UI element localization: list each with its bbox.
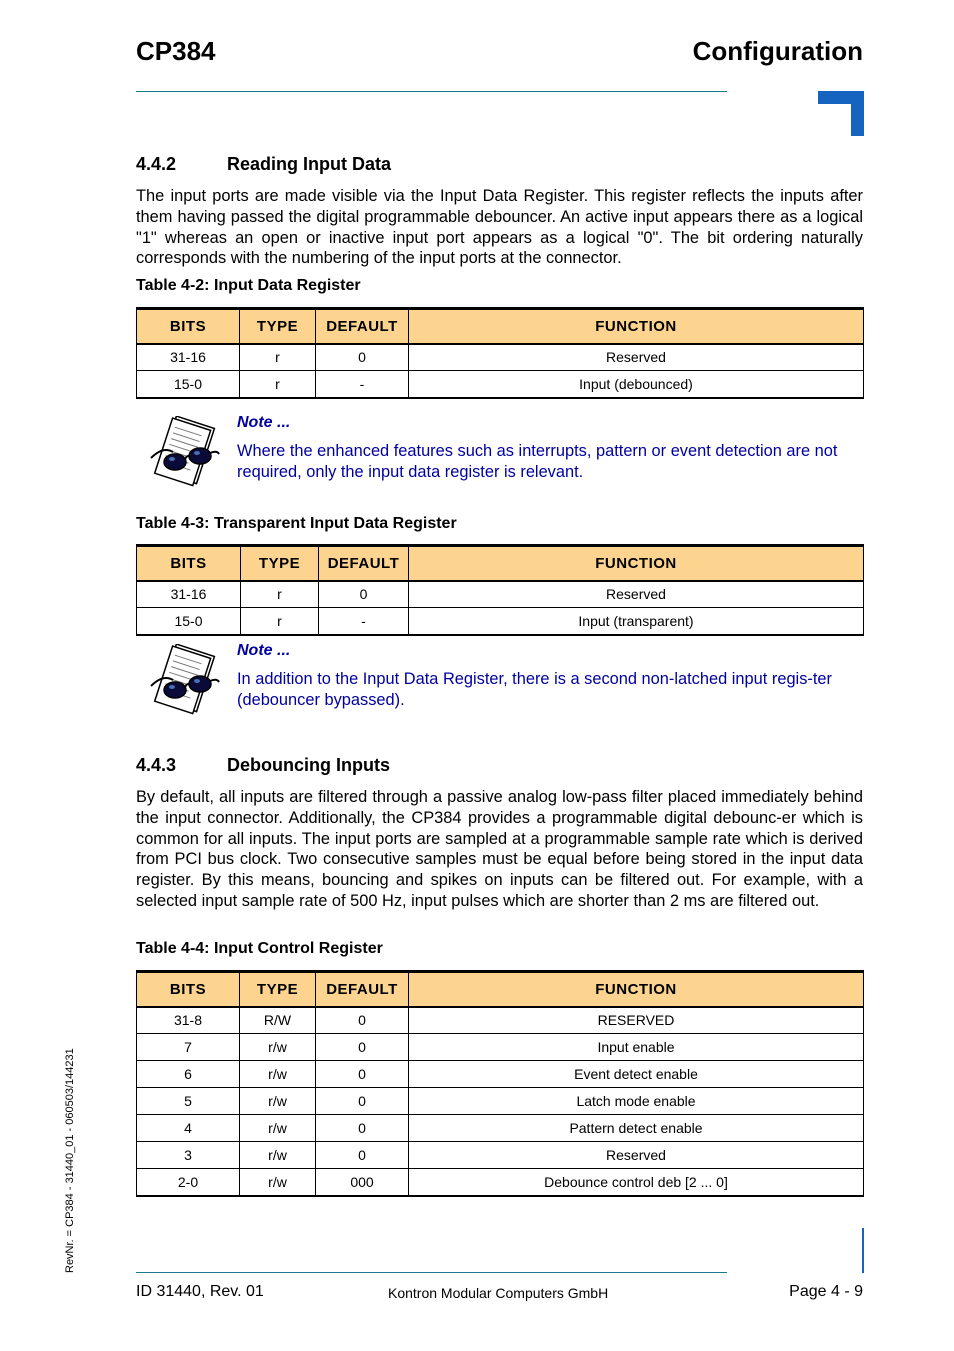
table-cell: Input enable <box>409 1034 864 1061</box>
table-cell: Reserved <box>409 344 864 371</box>
table-row <box>137 1115 864 1142</box>
table-cell: r <box>241 581 319 608</box>
section-number: 4.4.3 <box>136 755 177 775</box>
table-cell: - <box>316 371 409 398</box>
table-cell: 15-0 <box>137 608 241 635</box>
column-header: TYPE <box>240 972 316 1007</box>
table-cell: Pattern detect enable <box>409 1115 864 1142</box>
table-cell: r <box>240 371 316 398</box>
column-header: BITS <box>137 546 241 581</box>
table-caption: Table 4-3: Transparent Input Data Register <box>136 515 457 532</box>
column-header: FUNCTION <box>409 972 864 1007</box>
note-reading-glasses-icon <box>143 416 223 492</box>
table-cell: 31-8 <box>137 1007 240 1034</box>
table-caption: Table 4-4: Input Control Register <box>136 940 383 957</box>
corner-mark-top <box>818 91 864 136</box>
table-cell: r/w <box>240 1115 316 1142</box>
company-name: Kontron Modular Computers GmbH <box>388 1285 609 1301</box>
column-header: DEFAULT <box>319 546 409 581</box>
section-number: 4.4.2 <box>136 154 177 174</box>
table-cell: 4 <box>137 1115 240 1142</box>
note-text: In addition to the Input Data Register, there is a second non-latched input regis-ter (debouncer bypassed). <box>237 670 832 709</box>
column-header: DEFAULT <box>316 972 409 1007</box>
section-paragraph: The input ports are made visible via the Input Data Register. This register reflects the inputs after them having passed the digital programmable debouncer. An active input appears there as a logical "1" whereas an open or inactive input port appears as a logical "0". The bit ordering naturally corresponds with the numbering of the input ports at the connector. <box>136 187 863 268</box>
section-heading-4-4-2 <box>136 154 391 175</box>
note-text: Where the enhanced features such as interrupts, pattern or event detection are not required, only the input data register is relevant. <box>237 442 838 481</box>
table-cell: 0 <box>316 1088 409 1115</box>
column-header: DEFAULT <box>316 309 409 344</box>
column-header: TYPE <box>241 546 319 581</box>
table-cell: Event detect enable <box>409 1061 864 1088</box>
product-title: CP384 <box>136 36 216 66</box>
table-cell: 3 <box>137 1142 240 1169</box>
note-title: Note ... <box>237 414 291 431</box>
table-cell: r/w <box>240 1088 316 1115</box>
table-cell: R/W <box>240 1007 316 1034</box>
table-cell: Latch mode enable <box>409 1088 864 1115</box>
column-header: BITS <box>137 309 240 344</box>
table-cell: Input (debounced) <box>409 371 864 398</box>
table-cell: r/w <box>240 1169 316 1196</box>
table-cell: - <box>319 608 409 635</box>
table-cell: 0 <box>316 344 409 371</box>
table-cell: 0 <box>316 1034 409 1061</box>
column-header: FUNCTION <box>409 546 864 581</box>
table-cell: r <box>241 608 319 635</box>
revision-number: RevNr. = CP384 - 31440_01 - 060503/144231 <box>64 1048 76 1273</box>
table-cell: Input (transparent) <box>409 608 864 635</box>
table-cell: 15-0 <box>137 371 240 398</box>
table-row <box>137 608 864 635</box>
table-cell: 7 <box>137 1034 240 1061</box>
section-paragraph: By default, all inputs are filtered through a passive analog low-pass filter placed immediately behind the input connector. Additionally, the CP384 provides a programmable digital debounc-er which is common for all inputs. The input ports are sampled at a programmable sample rate which is derived from PCI bus clock. Two consecutive samples must be equal before being stored in the input data register. By this means, bouncing and spikes on inputs can be filtered out. For example, with a selected input sample rate of 500 Hz, input pulses which are shorter than 2 ms are filtered out. <box>136 788 863 910</box>
table-cell: 31-16 <box>137 581 241 608</box>
table-cell: 5 <box>137 1088 240 1115</box>
header-rule <box>136 91 727 92</box>
table-cell: r/w <box>240 1034 316 1061</box>
note-title: Note ... <box>237 642 291 659</box>
column-header: BITS <box>137 972 240 1007</box>
table-cell: Reserved <box>409 581 864 608</box>
table-cell: 0 <box>319 581 409 608</box>
table-row <box>137 1007 864 1034</box>
section-title: Debouncing Inputs <box>227 755 390 775</box>
table-row <box>137 581 864 608</box>
page-number: Page 4 - 9 <box>789 1283 863 1300</box>
column-header: FUNCTION <box>409 309 864 344</box>
table-row <box>137 344 864 371</box>
section-heading-4-4-3 <box>136 755 390 776</box>
table-cell: 0 <box>316 1061 409 1088</box>
transparent-input-data-register-table <box>136 544 864 636</box>
table-row <box>137 1142 864 1169</box>
table-row <box>137 1034 864 1061</box>
column-header: TYPE <box>240 309 316 344</box>
section-title: Reading Input Data <box>227 154 392 174</box>
table-cell: 0 <box>316 1007 409 1034</box>
corner-mark-bottom <box>851 1228 864 1273</box>
input-data-register-table <box>136 307 864 399</box>
table-row <box>137 1061 864 1088</box>
table-cell: 31-16 <box>137 344 240 371</box>
table-cell: r/w <box>240 1061 316 1088</box>
table-cell: Reserved <box>409 1142 864 1169</box>
footer-rule <box>136 1272 727 1273</box>
table-cell: 6 <box>137 1061 240 1088</box>
input-control-register-table <box>136 970 864 1197</box>
table-cell: 0 <box>316 1115 409 1142</box>
chapter-title: Configuration <box>692 36 863 66</box>
document-id: ID 31440, Rev. 01 <box>136 1283 264 1300</box>
note-reading-glasses-icon <box>143 644 223 720</box>
table-caption: Table 4-2: Input Data Register <box>136 277 361 294</box>
table-cell: 0 <box>316 1142 409 1169</box>
table-row <box>137 371 864 398</box>
table-row <box>137 1088 864 1115</box>
table-cell: 000 <box>316 1169 409 1196</box>
table-row <box>137 1169 864 1196</box>
table-cell: Debounce control deb [2 ... 0] <box>409 1169 864 1196</box>
table-cell: 2-0 <box>137 1169 240 1196</box>
table-cell: r/w <box>240 1142 316 1169</box>
table-cell: r <box>240 344 316 371</box>
table-cell: RESERVED <box>409 1007 864 1034</box>
